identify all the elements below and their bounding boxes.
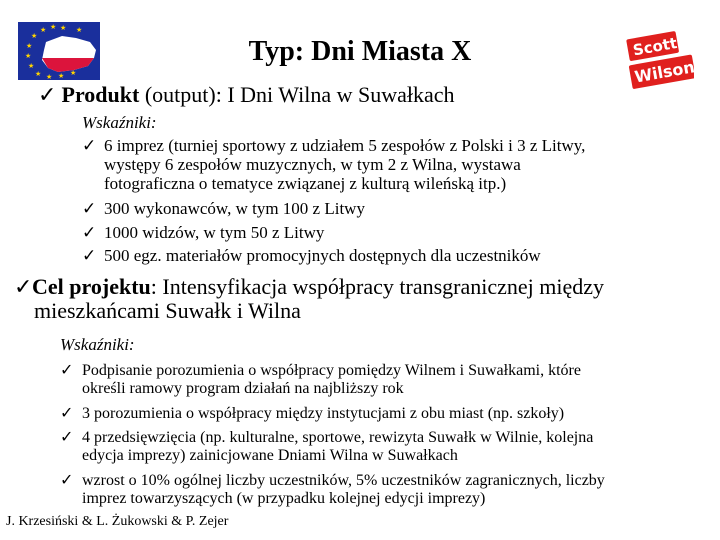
checkmark-icon: ✓ [60, 403, 74, 422]
svg-text:★: ★ [76, 26, 83, 34]
indicators-1-heading: Wskaźniki: [82, 113, 157, 132]
goal-line-2: mieszkańcami Suwałk i Wilna [34, 298, 301, 323]
footer-authors: J. Krzesiński & L. Żukowski & P. Zejer [6, 514, 229, 529]
checkmark-icon: ✓ [38, 83, 57, 108]
svg-text:★: ★ [26, 42, 33, 50]
product-text: (output): I Dni Wilna w Suwałkach [139, 82, 455, 107]
checkmark-icon: ✓ [60, 360, 74, 379]
indicators-2-heading: Wskaźniki: [60, 335, 135, 354]
svg-text:Wilson: Wilson [633, 57, 694, 87]
svg-text:★: ★ [50, 23, 57, 31]
svg-text:★: ★ [25, 52, 32, 60]
list-item: ✓ 4 przedsięwzięcia (np. kulturalne, sportowe, rewizyta Suwałk w Wilnie, kolejna edycja imprezy) zainicjowane Dniami Wilna w Suwałkach [60, 427, 594, 464]
list-item: ✓ 6 imprez (turniej sportowy z udziałem 5 zespołów z Polski i 3 z Litwy, występy 6 zespołów muzycznych, w tym 2 z Wilna, wystawa fotograficzna o tematyce związanej z kulturą wileńską itp.) [82, 136, 586, 193]
product-label: Produkt [61, 82, 140, 107]
checkmark-icon: ✓ [60, 470, 74, 489]
goal-label: Cel projektu [32, 274, 151, 299]
svg-text:★: ★ [31, 32, 38, 40]
checkmark-icon: ✓ [14, 275, 33, 300]
product-line [38, 82, 455, 108]
svg-text:★: ★ [70, 69, 77, 77]
svg-text:★: ★ [46, 73, 53, 80]
checkmark-icon: ✓ [82, 246, 97, 266]
list-item: ✓ 3 porozumienia o współpracy między instytucjami z obu miast (np. szkoły) [60, 403, 565, 422]
list-item: ✓ 300 wykonawców, w tym 100 z Litwy [82, 199, 365, 219]
svg-text:★: ★ [40, 26, 47, 34]
checkmark-icon: ✓ [82, 199, 97, 219]
list-item: ✓ Podpisanie porozumienia o współpracy pomiędzy Wilnem i Suwałkami, które określi ramowy program działań na najbliższy rok [60, 360, 581, 397]
list-item: ✓ 1000 widzów, w tym 50 z Litwy [82, 223, 325, 243]
svg-text:★: ★ [58, 72, 65, 80]
checkmark-icon: ✓ [82, 136, 97, 156]
list-item: ✓ wzrost o 10% ogólnej liczby uczestników, 5% uczestników zagranicznych, liczby imprez towarzyszących (w przypadku kolejnej edycji imprezy) [60, 470, 605, 507]
svg-text:Scott: Scott [631, 33, 679, 60]
checkmark-icon: ✓ [82, 223, 97, 243]
svg-text:★: ★ [60, 24, 67, 32]
svg-text:★: ★ [35, 70, 42, 78]
svg-text:★: ★ [28, 62, 35, 70]
checkmark-icon: ✓ [60, 427, 74, 446]
list-item: ✓ 500 egz. materiałów promocyjnych dostępnych dla uczestników [82, 246, 541, 266]
goal-line: ✓Cel projektu: Intensyfikacja współpracy transgranicznej między [14, 274, 605, 300]
page-title: Typ: Dni Miasta X [248, 36, 472, 67]
